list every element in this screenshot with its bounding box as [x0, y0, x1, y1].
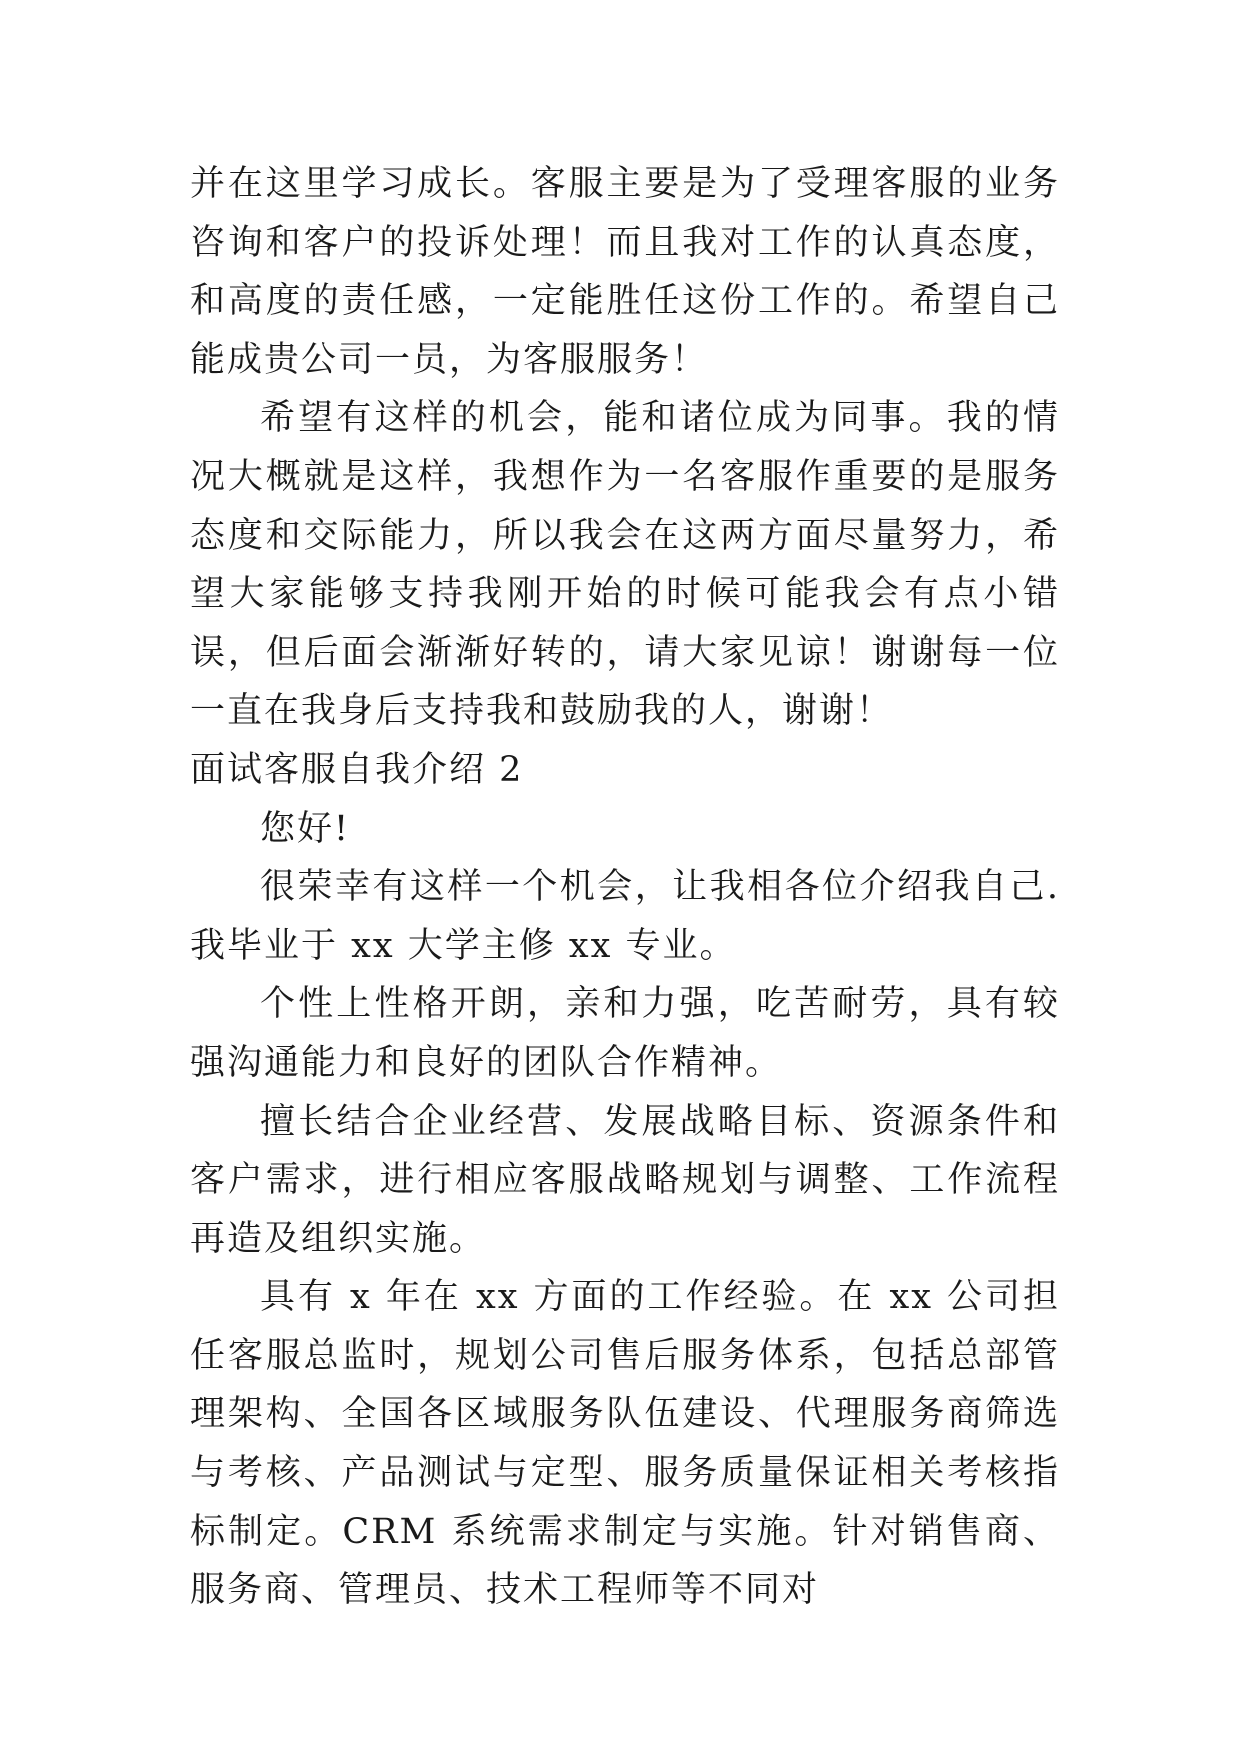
paragraph-experience: 具有 x 年在 xx 方面的工作经验。在 xx 公司担任客服总监时，规划公司售后服务体系，包括总部管理架构、全国各区域服务队伍建设、代理服务商筛选与考核、产品测试与定型、服务质量保证相关考核指标制定。CRM 系统需求制定与实施。针对销售商、服务商、管理员、技术工程师等不同对: [190, 1277, 1060, 1611]
section-heading: 面试客服自我介绍 2: [190, 749, 524, 790]
paragraph-intro: 很荣幸有这样一个机会，让我相各位介绍我自己.我毕业于 xx 大学主修 xx 专业。: [190, 867, 1060, 966]
document-body: [190, 155, 1060, 1620]
paragraph-2: 希望有这样的机会，能和诸位成为同事。我的情况大概就是这样，我想作为一名客服作重要的是服务态度和交际能力，所以我会在这两方面尽量努力，希望大家能够支持我刚开始的时候可能我会有点小错误，但后面会渐渐好转的，请大家见谅！谢谢每一位一直在我身后支持我和鼓励我的人，谢谢！: [190, 398, 1060, 732]
paragraph-1: 并在这里学习成长。客服主要是为了受理客服的业务咨询和客户的投诉处理！而且我对工作的认真态度，和高度的责任感，一定能胜任这份工作的。希望自己能成贵公司一员，为客服服务！: [190, 164, 1060, 380]
greeting-paragraph: 您好!: [260, 808, 351, 849]
paragraph-skills: 擅长结合企业经营、发展战略目标、资源条件和客户需求，进行相应客服战略规划与调整、工作流程再造及组织实施。: [190, 1101, 1060, 1259]
paragraph-personality: 个性上性格开朗，亲和力强，吃苦耐劳，具有较强沟通能力和良好的团队合作精神。: [190, 984, 1060, 1083]
